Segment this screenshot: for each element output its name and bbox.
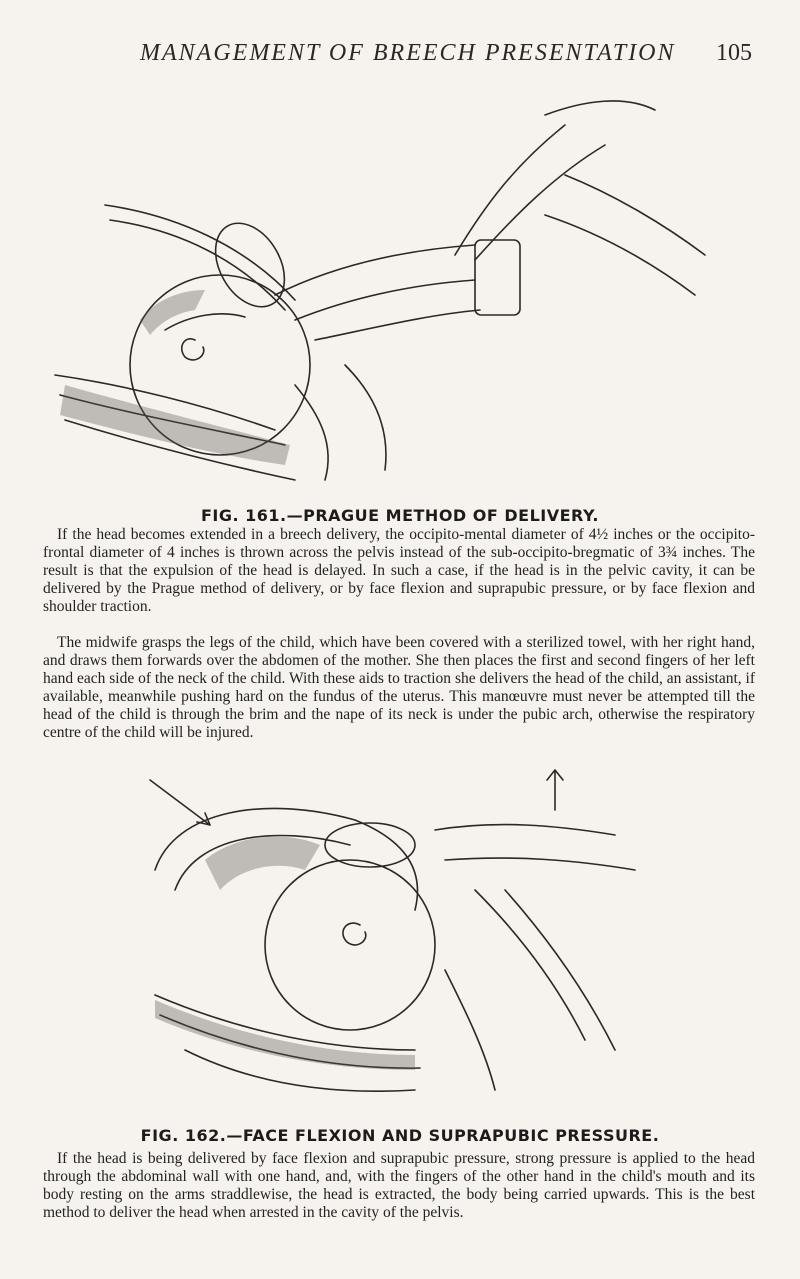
figure-162-illustration (115, 750, 665, 1125)
figure-161-caption: FIG. 161.—PRAGUE METHOD OF DELIVERY. (200, 506, 600, 525)
paragraph-2: The midwife grasps the legs of the child, which have been covered with a sterilized towel, with her right hand, and draws them forwards over the abdomen of the mother. She then places the first and second fingers of her left hand each side of the neck of the child. With these aids to traction she delivers the head of the child, an assistant, if available, meanwhile pushing hard on the fundus of the uterus. This manœuvre must never be attempted till the head of the child is through the brim and the nape of its neck is under the pubic arch, otherwise the respiratory centre of the child will be injured. (43, 634, 755, 741)
running-title: MANAGEMENT OF BREECH PRESENTATION (140, 40, 676, 66)
paragraph-1: If the head becomes extended in a breech delivery, the occipito-mental diameter of 4½ inches or the occipito-frontal diameter of 4 inches is thrown across the pelvis instead of the sub-occipito-bregmatic of 3¾ inches. The result is that the expulsion of the head is delayed. In such a case, if the head is in the pelvic cavity, it can be delivered by the Prague method of delivery, or by face flexion and suprapubic pressure, or by face flexion and shoulder traction. (43, 526, 755, 615)
prague-method-illustration (45, 85, 725, 505)
page-number: 105 (716, 40, 752, 66)
paragraph-3: If the head is being delivered by face flexion and suprapubic pressure, strong pressure is applied to the head through the abdominal wall with one hand, and, with the fingers of the other hand in the child's mouth and its body resting on the arms straddlewise, the head is extracted, the body being carried upwards. This is the best method to deliver the head when arrested in the cavity of the pelvis. (43, 1150, 755, 1221)
figure-161-illustration (45, 85, 725, 505)
face-flexion-illustration (115, 750, 665, 1125)
figure-162-caption: FIG. 162.—FACE FLEXION AND SUPRAPUBIC PRESSURE. (140, 1126, 660, 1145)
